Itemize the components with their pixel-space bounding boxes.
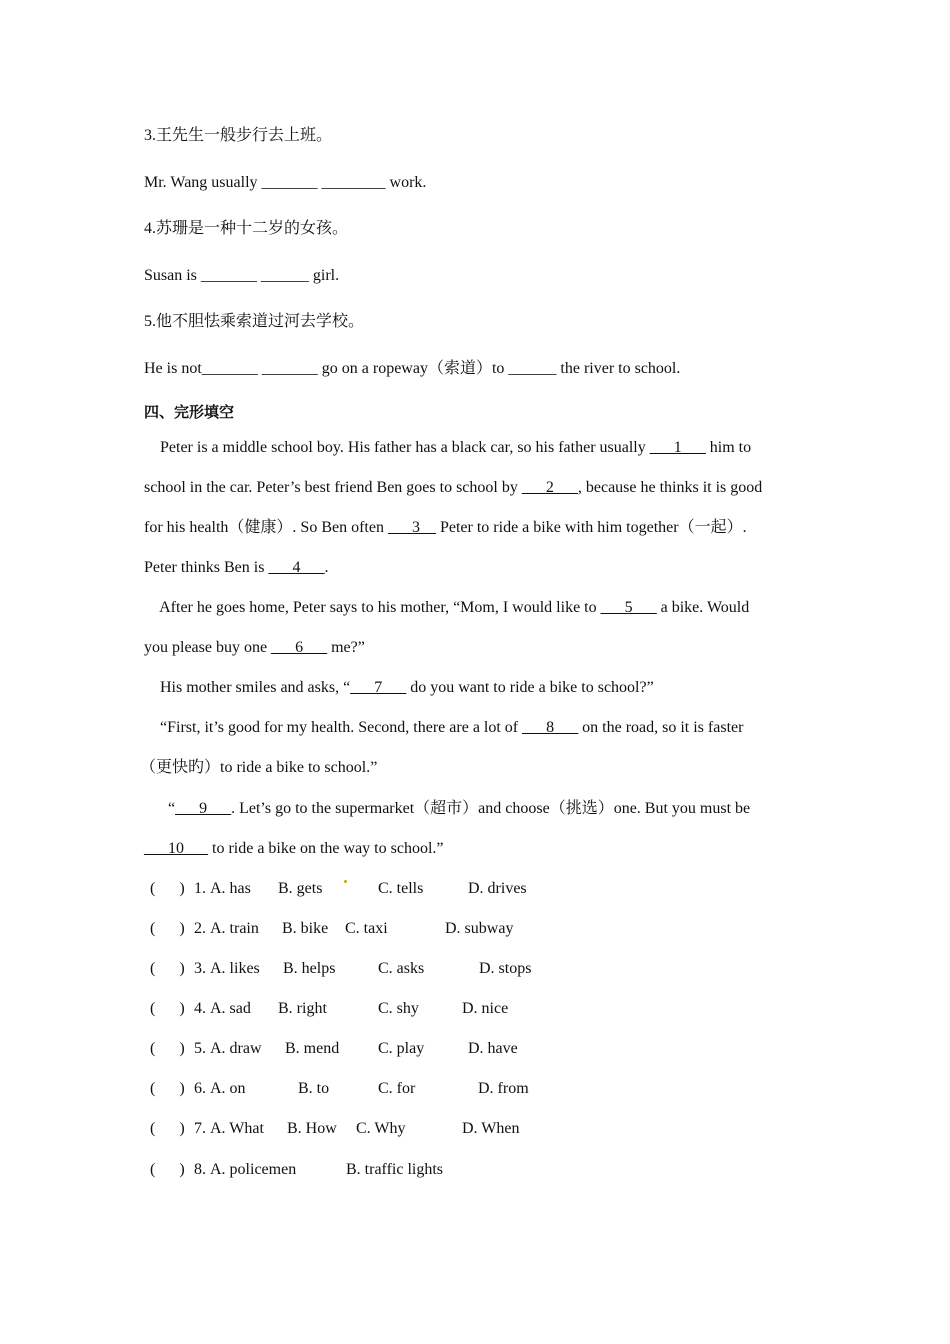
option-d: D. drives: [468, 880, 527, 897]
question-number: 4.: [194, 1000, 206, 1017]
answer-paren[interactable]: ( ): [150, 1000, 185, 1017]
option-b: B. to: [298, 1080, 330, 1097]
option-c: C. shy: [378, 1000, 419, 1017]
passage-line: “First, it’s good for my health. Second, there are a lot of ___8___ on the road, so it is faster: [144, 719, 744, 736]
option-c: C. asks: [378, 960, 425, 977]
passage-line: Peter thinks Ben is ___4___.: [144, 559, 329, 576]
passage-line: Peter is a middle school boy. His father has a black car, so his father usually ___1___ him to: [144, 439, 752, 456]
option-a: A. policemen: [210, 1161, 297, 1178]
question-number: 7.: [194, 1120, 206, 1137]
option-c: C. tells: [378, 880, 424, 897]
option-d: D. nice: [462, 1000, 509, 1017]
item-4-chinese: 4.苏珊是一种十二岁的女孩。: [144, 220, 349, 237]
option-b: B. helps: [283, 960, 336, 977]
option-c: C. for: [378, 1080, 416, 1097]
option-c: C. play: [378, 1040, 425, 1057]
option-d: D. from: [478, 1080, 529, 1097]
passage-line: After he goes home, Peter says to his mother, “Mom, I would like to ___5___ a bike. Would: [144, 599, 750, 616]
passage-line: for his health（健康）. So Ben often ___3__ Peter to ride a bike with him together（一起）.: [144, 519, 747, 536]
blank-3: ___3__: [387, 519, 436, 536]
option-c: C. taxi: [345, 920, 388, 937]
question-number: 6.: [194, 1080, 206, 1097]
option-b: B. mend: [285, 1040, 340, 1057]
option-a: A. sad: [210, 1000, 251, 1017]
section-heading: 四、完形填空: [144, 403, 235, 421]
passage-line: school in the car. Peter’s best friend Ben goes to school by ___2___, because he thinks it is good: [144, 479, 763, 496]
option-d: D. When: [462, 1120, 520, 1137]
answer-paren[interactable]: ( ): [150, 960, 185, 977]
blank-4: ___4___: [268, 559, 325, 576]
item-5-english: He is not_______ _______ go on a ropeway（索道）to ______ the river to school.: [144, 360, 681, 377]
question-number: 2.: [194, 920, 206, 937]
item-3-english: Mr. Wang usually _______ ________ work.: [144, 174, 427, 191]
passage-line: （更快旳）to ride a bike to school.”: [140, 759, 378, 776]
answer-paren[interactable]: ( ): [150, 1120, 185, 1137]
item-4-english: Susan is _______ ______ girl.: [144, 267, 340, 284]
blank-1: ___1___: [649, 439, 706, 456]
passage-line: His mother smiles and asks, “___7___ do you want to ride a bike to school?”: [144, 679, 654, 696]
option-b: B. traffic lights: [346, 1161, 444, 1178]
blank-10: ___10___: [144, 840, 208, 857]
option-b: B. How: [287, 1120, 337, 1137]
answer-paren[interactable]: ( ): [150, 1040, 185, 1057]
option-d: D. stops: [479, 960, 532, 977]
option-c: C. Why: [356, 1120, 406, 1137]
question-number: 5.: [194, 1040, 206, 1057]
answer-paren[interactable]: ( ): [150, 1080, 185, 1097]
question-number: 1.: [194, 880, 206, 897]
answer-paren[interactable]: ( ): [150, 1161, 185, 1178]
option-a: A. has: [210, 880, 251, 897]
stray-dot: [344, 880, 347, 883]
answer-paren[interactable]: ( ): [150, 880, 185, 897]
item-5-chinese: 5.他不胆怯乘索道过河去学校。: [144, 313, 365, 330]
answer-paren[interactable]: ( ): [150, 920, 185, 937]
option-a: A. train: [210, 920, 259, 937]
blank-6: ___6___: [271, 639, 328, 656]
option-d: D. have: [468, 1040, 518, 1057]
blank-8: ___8___: [522, 719, 579, 736]
option-a: A. on: [210, 1080, 246, 1097]
option-d: D. subway: [445, 920, 514, 937]
item-3-chinese: 3.王先生一般步行去上班。: [144, 127, 333, 144]
question-number: 8.: [194, 1161, 206, 1178]
option-a: A. What: [210, 1120, 264, 1137]
option-b: B. gets: [278, 880, 323, 897]
blank-2: ___2___: [521, 479, 578, 496]
question-number: 3.: [194, 960, 206, 977]
option-a: A. draw: [210, 1040, 262, 1057]
option-a: A. likes: [210, 960, 260, 977]
blank-7: ___7___: [350, 679, 407, 696]
passage-line: ___10___ to ride a bike on the way to school.”: [144, 840, 444, 857]
passage-line: “___9___. Let’s go to the supermarket（超市）and choose（挑选）one. But you must be: [144, 800, 751, 817]
blank-5: ___5___: [600, 599, 657, 616]
option-b: B. bike: [282, 920, 329, 937]
option-b: B. right: [278, 1000, 327, 1017]
passage-line: you please buy one ___6___ me?”: [144, 639, 365, 656]
blank-9: ___9___: [175, 800, 232, 817]
